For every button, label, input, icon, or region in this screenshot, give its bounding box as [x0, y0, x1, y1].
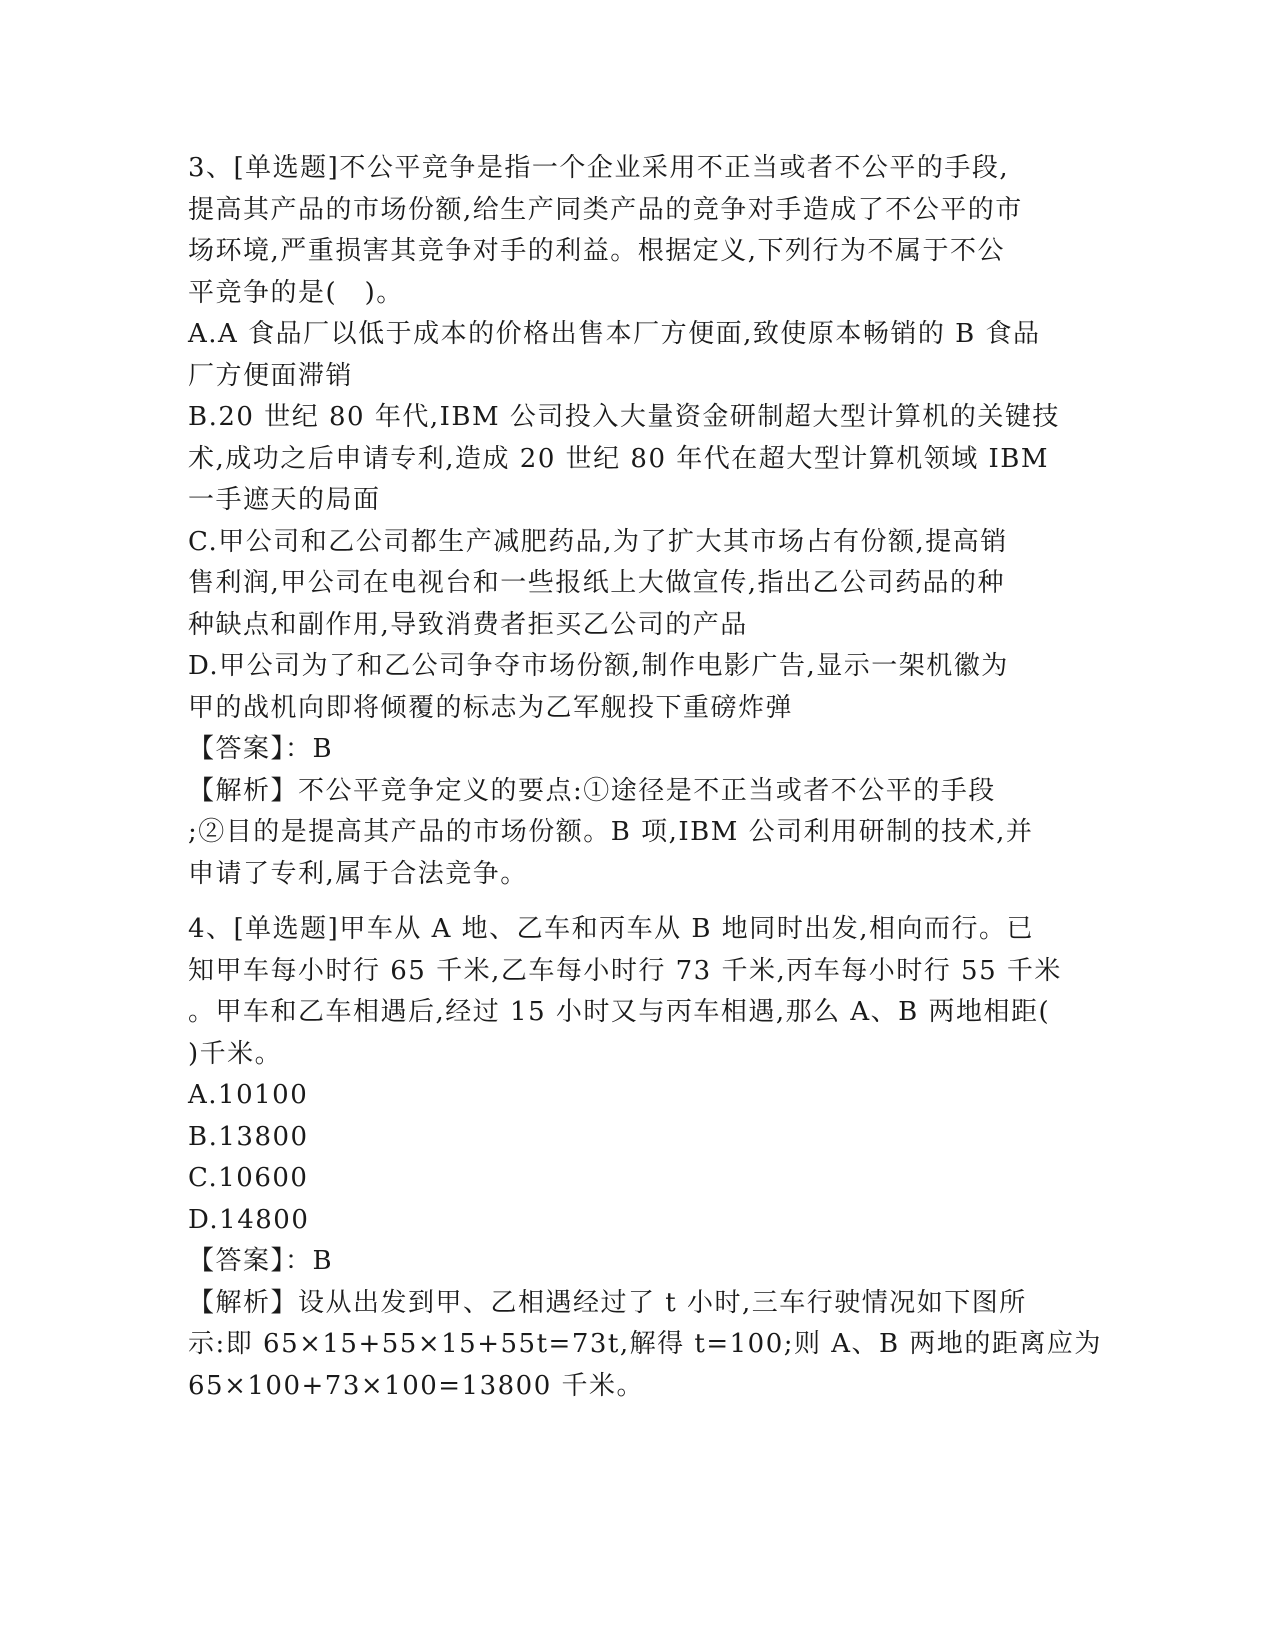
question-4-stem-line-3: 。甲车和乙车相遇后,经过 15 小时又与丙车相遇,那么 A、B 两地相距(	[188, 997, 1051, 1027]
question-4-stem-line-4: )千米。	[188, 1038, 283, 1069]
question-3-option-c-line-2: 售利润,甲公司在电视台和一些报纸上大做宣传,指出乙公司药品的种	[188, 568, 1006, 598]
question-4-option-a: A.10100	[188, 1080, 309, 1110]
question-3-stem-line-2: 提高其产品的市场份额,给生产同类产品的竞争对手造成了不公平的市	[188, 194, 1023, 225]
question-3-stem-line-4: 平竞争的是( )。	[188, 277, 404, 308]
question-3-analysis-line-2: ;②目的是提高其产品的市场份额。B 项,IBM 公司利用研制的技术,并	[188, 817, 1034, 847]
question-3-analysis-line-1: 【解析】不公平竞争定义的要点:①途径是不正当或者不公平的手段	[188, 775, 996, 806]
question-3-option-a-line-2: 厂方便面滞销	[188, 360, 354, 391]
question-4-stem-line-2: 知甲车每小时行 65 千米,乙车每小时行 73 千米,丙车每小时行 55 千米	[188, 955, 1062, 986]
question-3-option-a-line-1: A.A 食品厂以低于成本的价格出售本厂方便面,致使原本畅销的 B 食品	[188, 319, 1041, 349]
question-separator	[188, 895, 1088, 909]
question-4-analysis-line-3: 65×100+73×100=13800 千米。	[188, 1370, 645, 1401]
question-3-option-b-line-2: 术,成功之后申请专利,造成 20 世纪 80 年代在超大型计算机领域 IBM	[188, 443, 1050, 474]
question-3-option-c-line-1: C.甲公司和乙公司都生产减肥药品,为了扩大其市场占有份额,提高销	[188, 526, 1008, 557]
question-4-option-d: D.14800	[188, 1204, 310, 1235]
question-3-stem-line-3: 场环境,严重损害其竞争对手的利益。根据定义,下列行为不属于不公	[188, 236, 1006, 266]
question-4-analysis-line-1: 【解析】设从出发到甲、乙相遇经过了 t 小时,三车行驶情况如下图所	[188, 1287, 1027, 1318]
question-3-option-b-line-3: 一手遮天的局面	[188, 485, 381, 515]
question-3-option-b-line-1: B.20 世纪 80 年代,IBM 公司投入大量资金研制超大型计算机的关键技	[188, 402, 1060, 432]
question-3-option-d-line-1: D.甲公司为了和乙公司争夺市场份额,制作电影广告,显示一架机徽为	[188, 651, 1009, 681]
question-4-stem-line-1: 4、[单选题]甲车从 A 地、乙车和丙车从 B 地同时出发,相向而行。已	[188, 914, 1035, 944]
question-4-answer: 【答案】：B	[188, 1246, 334, 1276]
question-3-stem-line-1: 3、[单选题]不公平竞争是指一个企业采用不正当或者不公平的手段,	[188, 153, 1010, 183]
question-3-option-c-line-3: 种缺点和副作用,导致消费者拒买乙公司的产品	[188, 609, 748, 640]
question-4-option-c: C.10600	[188, 1163, 309, 1193]
question-4-option-b: B.13800	[188, 1121, 309, 1152]
document-page	[188, 148, 1102, 1407]
question-3-answer: 【答案】：B	[188, 734, 334, 764]
question-3	[188, 148, 1088, 895]
question-3-option-d-line-2: 甲的战机向即将倾覆的标志为乙军舰投下重磅炸弹	[188, 692, 794, 723]
question-4-analysis-line-2: 示:即 65×15+55×15+55t=73t,解得 t=100;则 A、B 两地的距离应为	[188, 1329, 1102, 1359]
question-3-analysis-line-3: 申请了专利,属于合法竞争。	[188, 858, 528, 889]
question-4	[188, 909, 1102, 1407]
